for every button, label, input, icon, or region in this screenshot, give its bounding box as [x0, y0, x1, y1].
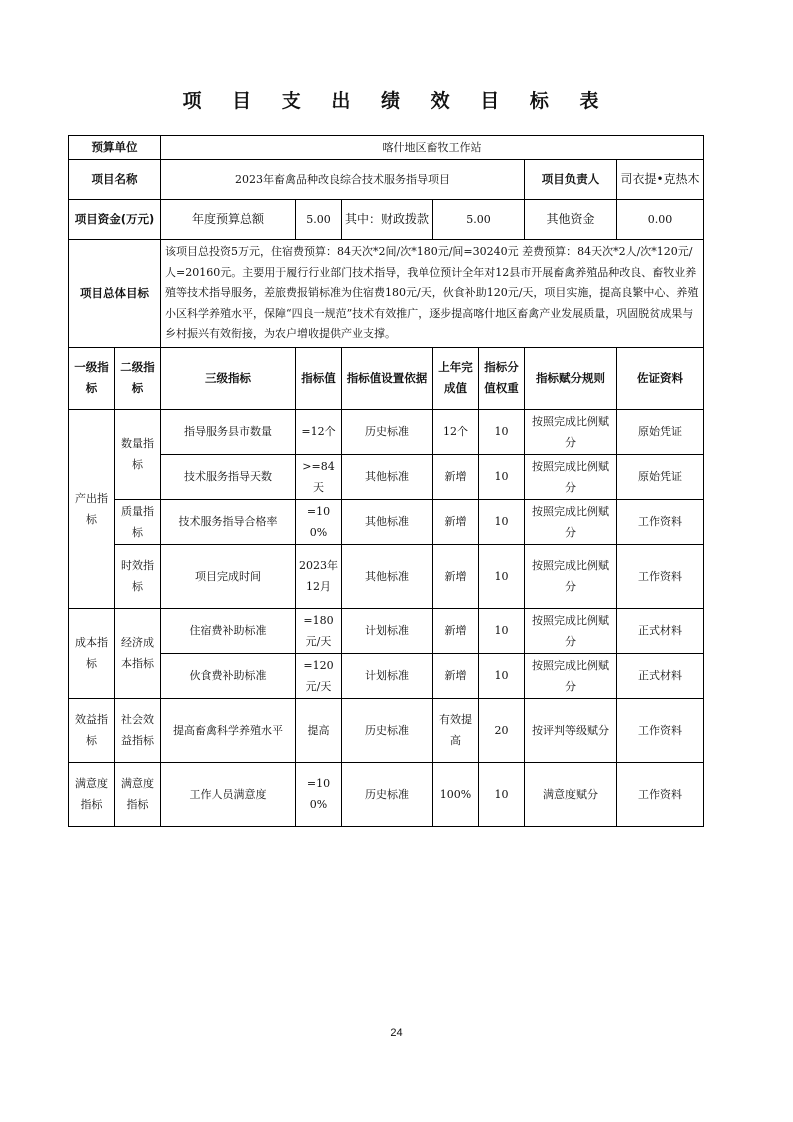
subgroup-social-benefit: 社会效益指标 [115, 698, 161, 762]
indicator-basis: 其他标准 [342, 499, 433, 544]
indicator-name: 技术服务指导合格率 [161, 499, 296, 544]
indicator-value: 提高 [296, 698, 342, 762]
indicator-last-year: 新增 [433, 653, 479, 698]
indicator-weight: 10 [479, 762, 525, 826]
annual-budget-label: 年度预算总额 [161, 200, 296, 240]
indicator-rule: 按照完成比例赋分 [525, 499, 617, 544]
col-weight: 指标分值权重 [479, 347, 525, 409]
col-last-year: 上年完成值 [433, 347, 479, 409]
indicator-evidence: 工作资料 [617, 544, 704, 608]
indicator-rule: 按照完成比例赋分 [525, 608, 617, 653]
indicator-evidence: 工作资料 [617, 698, 704, 762]
column-header-row [69, 347, 704, 409]
indicator-value: =12个 [296, 409, 342, 454]
indicator-last-year: 100% [433, 762, 479, 826]
goal-label: 项目总体目标 [69, 240, 161, 348]
col-level3: 三级指标 [161, 347, 296, 409]
col-value: 指标值 [296, 347, 342, 409]
responsible-value: 司衣提•克热木 [617, 160, 704, 200]
col-level2: 二级指标 [115, 347, 161, 409]
indicator-basis: 历史标准 [342, 698, 433, 762]
col-basis: 指标值设置依据 [342, 347, 433, 409]
indicator-evidence: 正式材料 [617, 653, 704, 698]
col-rule: 指标赋分规则 [525, 347, 617, 409]
indicator-value: =100% [296, 499, 342, 544]
indicator-basis: 计划标准 [342, 608, 433, 653]
table-row [69, 653, 704, 698]
indicator-name: 工作人员满意度 [161, 762, 296, 826]
table-row [69, 409, 704, 454]
table-row [69, 698, 704, 762]
indicator-rule: 满意度赋分 [525, 762, 617, 826]
funds-row [69, 200, 704, 240]
indicator-last-year: 有效提高 [433, 698, 479, 762]
indicator-evidence: 工作资料 [617, 762, 704, 826]
indicator-name: 指导服务县市数量 [161, 409, 296, 454]
table-row [69, 454, 704, 499]
col-level1: 一级指标 [69, 347, 115, 409]
table-row [69, 544, 704, 608]
responsible-label: 项目负责人 [525, 160, 617, 200]
indicator-weight: 10 [479, 454, 525, 499]
indicator-weight: 10 [479, 608, 525, 653]
table-row [69, 762, 704, 826]
performance-target-table [68, 135, 704, 827]
indicator-basis: 其他标准 [342, 544, 433, 608]
subgroup-quality: 质量指标 [115, 499, 161, 544]
indicator-value: >=84天 [296, 454, 342, 499]
indicator-evidence: 原始凭证 [617, 454, 704, 499]
project-name-row [69, 160, 704, 200]
indicator-value: =180元/天 [296, 608, 342, 653]
indicator-weight: 10 [479, 409, 525, 454]
project-name-value: 2023年畜禽品种改良综合技术服务指导项目 [161, 160, 525, 200]
budget-unit-value: 喀什地区畜牧工作站 [161, 136, 704, 160]
indicator-basis: 其他标准 [342, 454, 433, 499]
indicator-last-year: 12个 [433, 409, 479, 454]
group-output: 产出指标 [69, 409, 115, 608]
project-name-label: 项目名称 [69, 160, 161, 200]
table-row [69, 608, 704, 653]
indicator-name: 技术服务指导天数 [161, 454, 296, 499]
indicator-value: =120元/天 [296, 653, 342, 698]
budget-unit-row [69, 136, 704, 160]
indicator-value: 2023年12月 [296, 544, 342, 608]
page-title: 项 目 支 出 绩 效 目 标 表 [182, 90, 611, 112]
other-funds-label: 其他资金 [525, 200, 617, 240]
indicator-weight: 20 [479, 698, 525, 762]
other-funds-value: 0.00 [617, 200, 704, 240]
indicator-rule: 按照完成比例赋分 [525, 454, 617, 499]
budget-unit-label: 预算单位 [69, 136, 161, 160]
indicator-rule: 按照完成比例赋分 [525, 409, 617, 454]
indicator-name: 伙食费补助标准 [161, 653, 296, 698]
indicator-last-year: 新增 [433, 544, 479, 608]
indicator-evidence: 正式材料 [617, 608, 704, 653]
indicator-evidence: 原始凭证 [617, 409, 704, 454]
indicator-last-year: 新增 [433, 499, 479, 544]
indicator-name: 提高畜禽科学养殖水平 [161, 698, 296, 762]
goal-text: 该项目总投资5万元，住宿费预算：84天次*2间/次*180元/间=30240元 差费预算：84天次*2人/次*120元/人=20160元。主要用于履行行业部门技术指导，我单位预计全年对12县市开展畜禽养殖品种改良、畜牧业养殖等技术指导服务，差旅费报销标准为住宿费180元/天，伙食补助120元/天，项目实施，提高良繁中心、养殖小区科学养殖水平，保障“四良一规范”技术有效推广，逐步提高喀什地区畜禽产业发展质量，巩固脱贫成果与乡村振兴有效衔接，为农户增收提供产业支撑。 [161, 240, 704, 348]
indicator-last-year: 新增 [433, 608, 479, 653]
page-number: 24 [390, 1027, 403, 1039]
fiscal-value: 5.00 [433, 200, 525, 240]
fiscal-label: 其中：财政拨款 [342, 200, 433, 240]
group-cost: 成本指标 [69, 608, 115, 698]
indicator-name: 住宿费补助标准 [161, 608, 296, 653]
indicator-rule: 按照完成比例赋分 [525, 653, 617, 698]
indicator-name: 项目完成时间 [161, 544, 296, 608]
subgroup-satisfaction: 满意度指标 [115, 762, 161, 826]
group-satisfaction: 满意度指标 [69, 762, 115, 826]
col-evidence: 佐证资料 [617, 347, 704, 409]
indicator-weight: 10 [479, 653, 525, 698]
indicator-rule: 按照完成比例赋分 [525, 544, 617, 608]
indicator-weight: 10 [479, 499, 525, 544]
indicator-last-year: 新增 [433, 454, 479, 499]
goal-row [69, 240, 704, 348]
indicator-value: =100% [296, 762, 342, 826]
group-benefit: 效益指标 [69, 698, 115, 762]
subgroup-quantity: 数量指标 [115, 409, 161, 499]
indicator-rule: 按评判等级赋分 [525, 698, 617, 762]
indicator-basis: 历史标准 [342, 409, 433, 454]
subgroup-timeliness: 时效指标 [115, 544, 161, 608]
funds-label: 项目资金(万元) [69, 200, 161, 240]
indicator-basis: 历史标准 [342, 762, 433, 826]
indicator-basis: 计划标准 [342, 653, 433, 698]
indicator-evidence: 工作资料 [617, 499, 704, 544]
table-row [69, 499, 704, 544]
annual-budget-value: 5.00 [296, 200, 342, 240]
indicator-weight: 10 [479, 544, 525, 608]
subgroup-economic-cost: 经济成本指标 [115, 608, 161, 698]
